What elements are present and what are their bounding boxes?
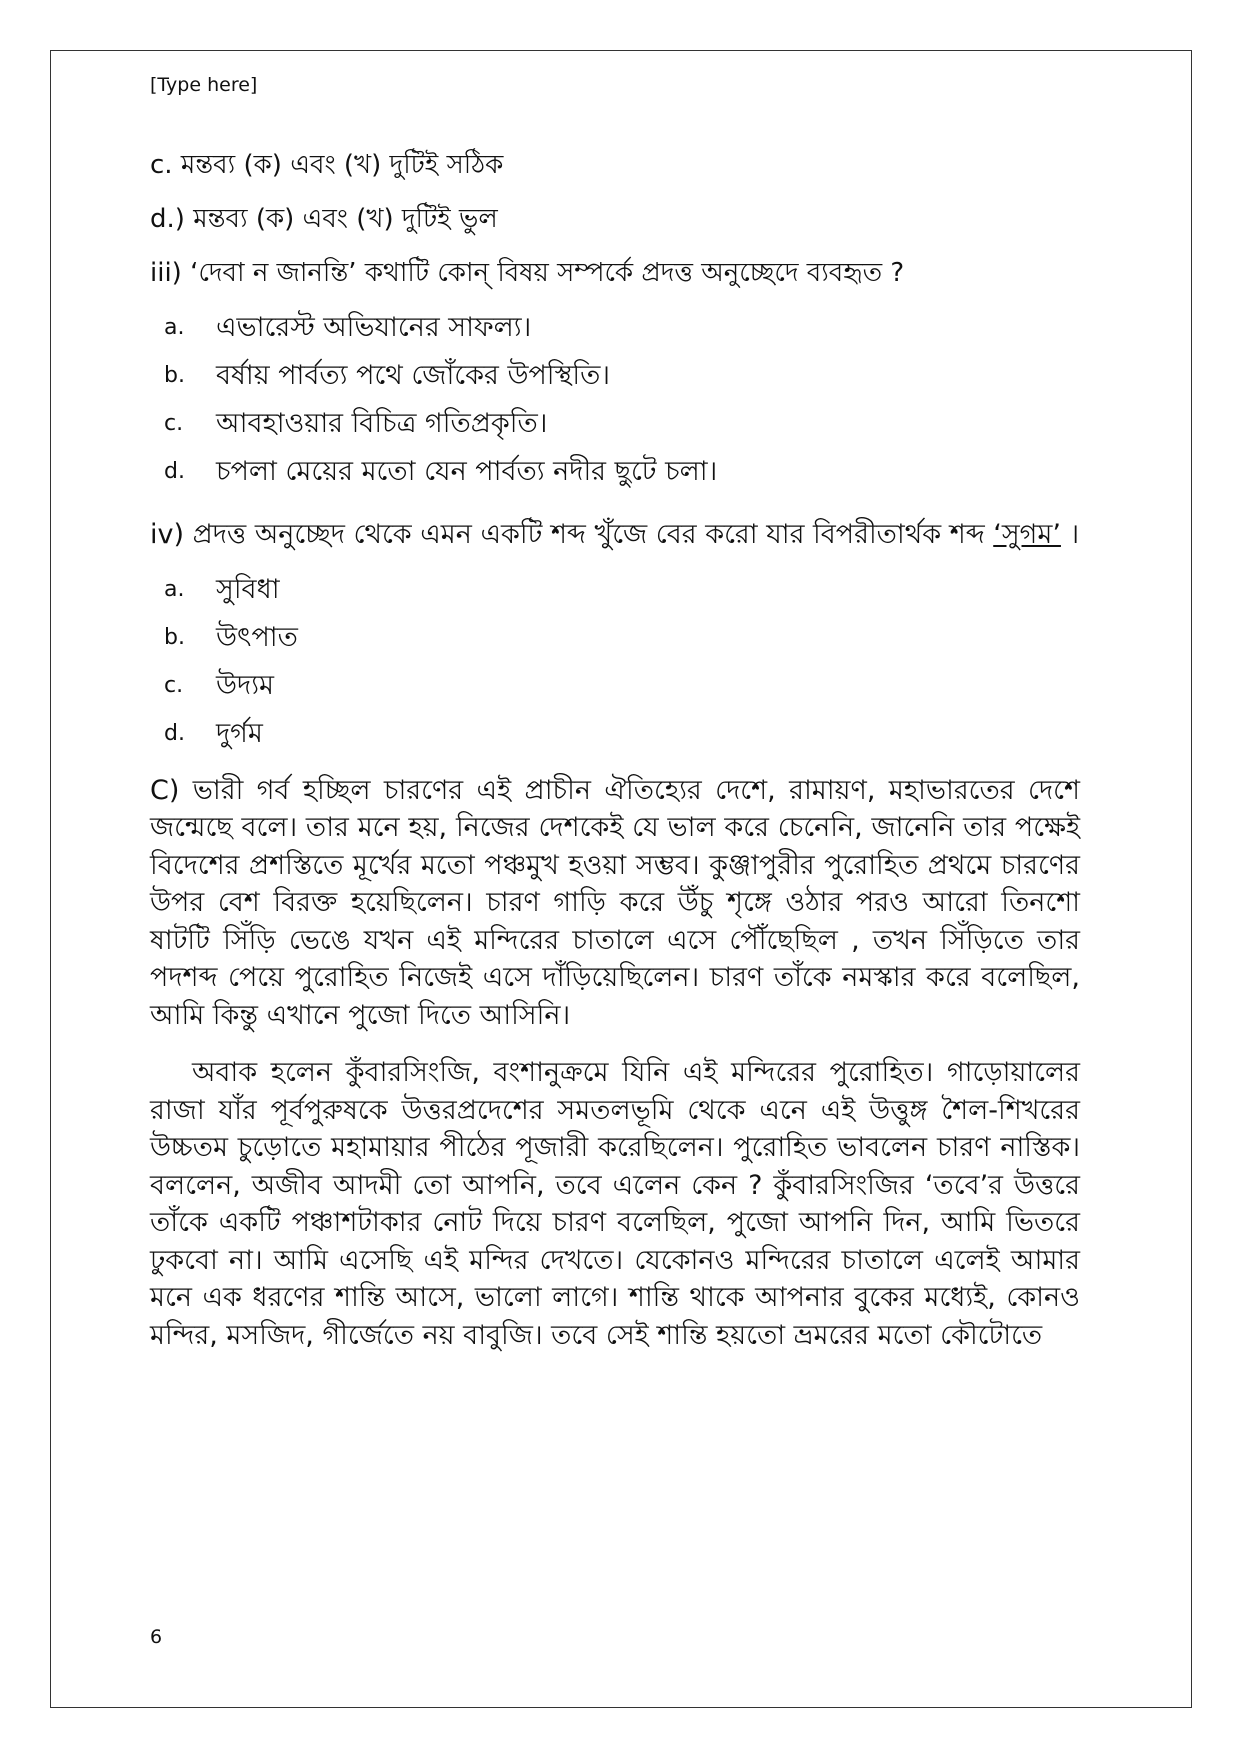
- option-item: [150, 400, 1080, 448]
- option-text: বর্ষায় পার্বত্য পথে জোঁকের উপস্থিতি।: [216, 360, 611, 391]
- option-text: মন্তব্য (ক) এবং (খ) দুটিই ভুল: [193, 204, 498, 234]
- page-header: [Type here]: [150, 74, 258, 96]
- question-4-word: ‘সুগম’: [993, 519, 1061, 550]
- option-label: c.: [150, 150, 173, 180]
- option-label: d.: [164, 459, 185, 484]
- option-item: [150, 448, 1080, 496]
- question-4-end: ।: [1060, 519, 1080, 550]
- option-label: c.: [164, 411, 184, 436]
- option-item: [150, 304, 1080, 352]
- option-line-d: [150, 200, 1080, 238]
- option-item: [150, 566, 1080, 614]
- option-text: আবহাওয়ার বিচিত্র গতিপ্রকৃতি।: [216, 408, 548, 439]
- page-content: [150, 146, 1080, 1354]
- option-label: b.: [164, 624, 185, 650]
- option-label: a.: [164, 576, 185, 602]
- option-label: b.: [164, 363, 185, 388]
- option-text: দুর্গম: [216, 717, 263, 749]
- option-text: চপলা মেয়ের মতো যেন পার্বত্য নদীর ছুটে চলা।: [216, 456, 718, 487]
- option-text: মন্তব্য (ক) এবং (খ) দুটিই সঠিক: [180, 150, 504, 180]
- page-number: 6: [150, 1626, 163, 1648]
- option-label: d.: [164, 720, 185, 746]
- option-text: উৎপাত: [216, 621, 298, 653]
- option-item: [150, 352, 1080, 400]
- option-text: এভারেস্ট অভিযানের সাফল্য।: [216, 312, 532, 343]
- question-3: iii) ‘দেবা ন জানন্তি’ কথাটি কোন্ বিষয় সম্পর্কে প্রদত্ত অনুচ্ছেদে ব্যবহৃত ?: [150, 258, 905, 288]
- question-3-options: [150, 304, 1080, 496]
- passage-paragraph-2: অবাক হলেন কুঁবারসিংজি, বংশানুক্রমে যিনি এই মন্দিরের পুরোহিত। গাড়োয়ালের রাজা যাঁর পূর্বপুরুষকে উত্তরপ্রদেশের সমতলভূমি থেকে এনে এই উত্তুঙ্গ শৈল-শিখরের উচ্চতম চুড়োতে মহামায়ার পীঠের পূজারী করেছিলেন। পুরোহিত ভাবলেন চারণ নাস্তিক। বললেন, অজীব আদমী তো আপনি, তবে এলেন কেন ? কুঁবারসিংজির ‘তবে’র উত্তরে তাঁকে একটি পঞ্চাশটাকার নোট দিয়ে চারণ বলেছিল, পুজো আপনি দিন, আমি ভিতরে ঢুকবো না। আমি এসেছি এই মন্দির দেখতে। যেকোনও মন্দিরের চাতালে এলেই আমার মনে এক ধরণের শান্তি আসে, ভালো লাগে। শান্তি থাকে আপনার বুকের মধ্যেই, কোনও মন্দির, মসজিদ, গীর্জেতে নয় বাবুজি। তবে সেই শান্তি হয়তো ভ্রমরের মতো কৌটোতে: [150, 1057, 1080, 1351]
- question-4: [150, 516, 1080, 554]
- question-4-text: iv) প্রদত্ত অনুচ্ছেদ থেকে এমন একটি শব্দ খুঁজে বের করো যার বিপরীতার্থক শব্দ: [150, 519, 994, 550]
- option-item: [150, 710, 1080, 758]
- option-item: [150, 662, 1080, 710]
- option-item: [150, 614, 1080, 662]
- option-text: সুবিধা: [216, 573, 280, 605]
- option-label: a.: [164, 315, 185, 340]
- option-label: c.: [164, 672, 184, 698]
- passage-c: [150, 772, 1080, 1355]
- question-4-options: [150, 566, 1080, 758]
- option-label: d.): [150, 204, 185, 234]
- option-text: উদ্যম: [216, 669, 275, 701]
- option-line-c: [150, 146, 1080, 184]
- passage-paragraph-1: C) ভারী গর্ব হচ্ছিল চারণের এই প্রাচীন ঐতিহ্যের দেশে, রামায়ণ, মহাভারতের দেশে জন্মেছে বলে। তার মনে হয়, নিজের দেশকেই যে ভাল করে চেনেনি, জানেনি তার পক্ষেই বিদেশের প্রশস্তিতে মূর্খের মতো পঞ্চমুখ হওয়া সম্ভব। কুঞ্জাপুরীর পুরোহিত প্রথমে চারণের উপর বেশ বিরক্ত হয়েছিলেন। চারণ গাড়ি করে উঁচু শৃঙ্গে ওঠার পরও আরো তিনশো ষাটটি সিঁড়ি ভেঙে যখন এই মন্দিরের চাতালে এসে পৌঁছেছিল , তখন সিঁড়িতে তার পদশব্দ পেয়ে পুরোহিত নিজেই এসে দাঁড়িয়েছিলেন। চারণ তাঁকে নমস্কার করে বলেছিল, আমি কিন্তু এখানে পুজো দিতে আসিনি।: [150, 774, 1080, 1031]
